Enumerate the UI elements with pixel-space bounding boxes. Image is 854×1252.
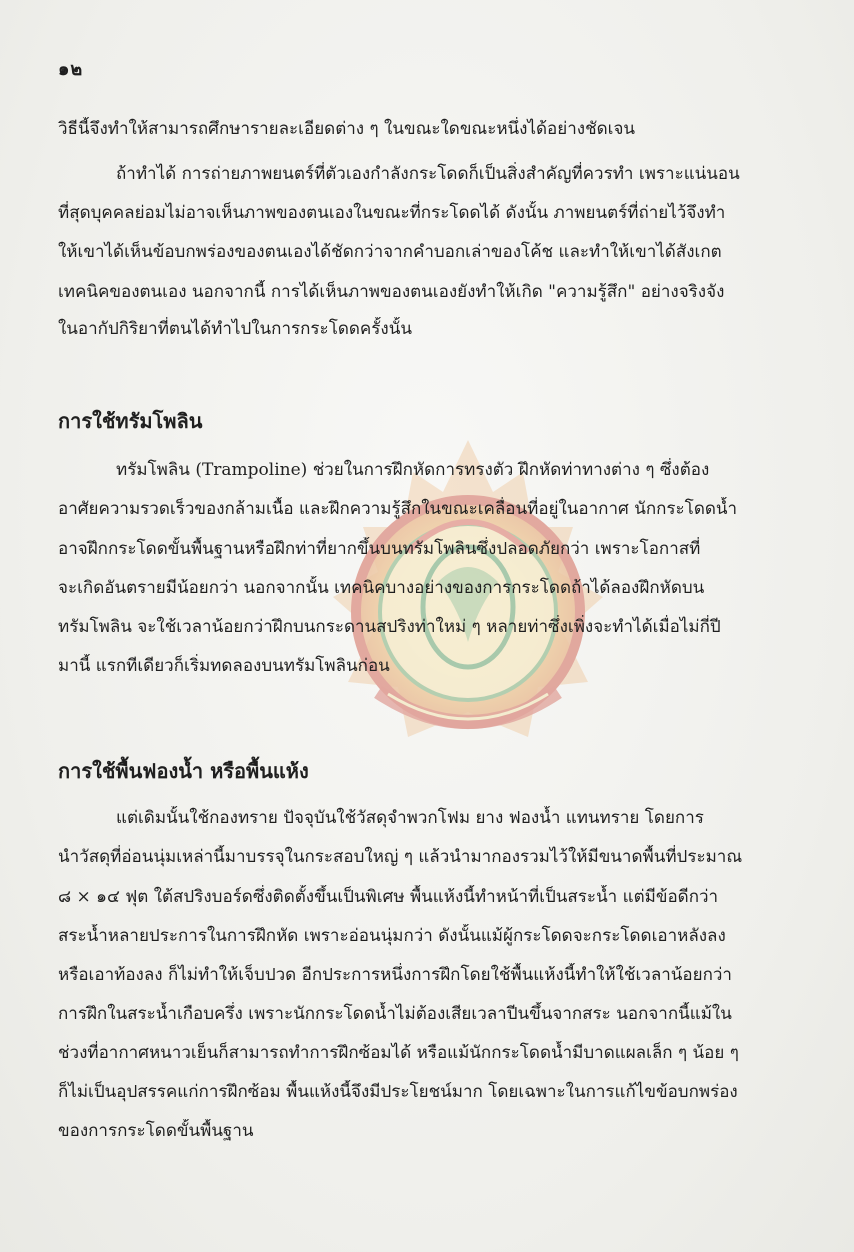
paragraph-line: อาศัยความรวดเร็วของกล้ามเนื้อ และฝึกความรู้สึกในขณะเคลื่อนที่อยู่ในอากาศ นักกระโดดน้ำ — [58, 499, 738, 519]
paragraph-line: ช่วงที่อากาศหนาวเย็นก็สามารถทำการฝึกซ้อมได้ หรือแม้นักกระโดดน้ำมีบาดแผลเล็ก ๆ น้อย ๆ — [58, 1043, 739, 1063]
paragraph-line: วิธีนี้จึงทำให้สามารถศึกษารายละเอียดต่าง ๆ ในขณะใดขณะหนึ่งได้อย่างชัดเจน — [58, 119, 636, 139]
paragraph-line: ทรัมโพลิน (Trampoline) ช่วยในการฝึกหัดการทรงตัว ฝึกหัดท่าทางต่าง ๆ ซึ่งต้อง — [116, 460, 710, 480]
paragraph-line: เทคนิคของตนเอง นอกจากนี้ การได้เห็นภาพของตนเองยังทำให้เกิด "ความรู้สึก" อย่างจริงจัง — [58, 282, 725, 302]
paragraph-line: ๘ × ๑๔ ฟุต ใต้สปริงบอร์ดซึ่งติดตั้งขึ้นเป็นพิเศษ พื้นแห้งนี้ทำหน้าที่เป็นสระน้ำ แต่มีข้อดีกว่า — [58, 887, 719, 907]
paragraph-line: การฝึกในสระน้ำเกือบครึ่ง เพราะนักกระโดดน้ำไม่ต้องเสียเวลาปีนขึ้นจากสระ นอกจากนี้แม้ใน — [58, 1004, 732, 1024]
paragraph-line: ที่สุดบุคคลย่อมไม่อาจเห็นภาพของตนเองในขณะที่กระโดดได้ ดังนั้น ภาพยนตร์ที่ถ่ายไว้จึงทำ — [58, 203, 726, 223]
page-number: ๑๒ — [58, 59, 84, 80]
paragraph-line: นำวัสดุที่อ่อนนุ่มเหล่านี้มาบรรจุในกระสอบใหญ่ ๆ แล้วนำมากองรวมไว้ให้มีขนาดพื้นที่ประมาณ — [58, 847, 743, 867]
paragraph-line: ของการกระโดดขั้นพื้นฐาน — [58, 1121, 254, 1141]
section-heading-foam-floor: การใช้พื้นฟองน้ำ หรือพื้นแห้ง — [58, 759, 309, 783]
paragraph-line: ทรัมโพลิน จะใช้เวลาน้อยกว่าฝึกบนกระดานสปริงท่าใหม่ ๆ หลายท่าซึ่งเพิ่งจะทำได้เมื่อไม่กี่ปี — [58, 617, 721, 637]
paragraph-line: ในอากัปกิริยาที่ตนได้ทำไปในการกระโดดครั้งนั้น — [58, 319, 412, 339]
paragraph-line: จะเกิดอันตรายมีน้อยกว่า นอกจากนั้น เทคนิคบางอย่างของการกระโดดถ้าได้ลองฝึกหัดบน — [58, 578, 705, 598]
paragraph-line: สระน้ำหลายประการในการฝึกหัด เพราะอ่อนนุ่มกว่า ดังนั้นแม้ผู้กระโดดจะกระโดดเอาหลังลง — [58, 926, 726, 946]
paragraph-line: แต่เดิมนั้นใช้กองทราย ปัจจุบันใช้วัสดุจำพวกโฟม ยาง ฟองน้ำ แทนทราย โดยการ — [116, 808, 704, 828]
section-heading-trampoline: การใช้ทรัมโพลิน — [58, 409, 203, 433]
paragraph-line: หรือเอาท้องลง ก็ไม่ทำให้เจ็บปวด อีกประการหนึ่งการฝึกโดยใช้พื้นแห้งนี้ทำให้ใช้เวลาน้อยกว่า — [58, 965, 732, 985]
paragraph-line: ให้เขาได้เห็นข้อบกพร่องของตนเองได้ชัดกว่าจากคำบอกเล่าของโค้ช และทำให้เขาได้สังเกต — [58, 242, 722, 262]
paragraph-line: มานี้ แรกทีเดียวก็เริ่มทดลองบนทรัมโพลินก่อน — [58, 656, 390, 676]
paragraph-line: อาจฝึกกระโดดขั้นพื้นฐานหรือฝึกท่าที่ยากขึ้นบนทรัมโพลินซึ่งปลอดภัยกว่า เพราะโอกาสที่ — [58, 539, 701, 559]
paragraph-line: ถ้าทำได้ การถ่ายภาพยนตร์ที่ตัวเองกำลังกระโดดก็เป็นสิ่งสำคัญที่ควรทำ เพราะแน่นอน — [116, 164, 740, 184]
paragraph-line: ก็ไม่เป็นอุปสรรคแก่การฝึกซ้อม พื้นแห้งนี้จึงมีประโยชน์มาก โดยเฉพาะในการแก้ไขข้อบกพร่อง — [58, 1082, 738, 1102]
